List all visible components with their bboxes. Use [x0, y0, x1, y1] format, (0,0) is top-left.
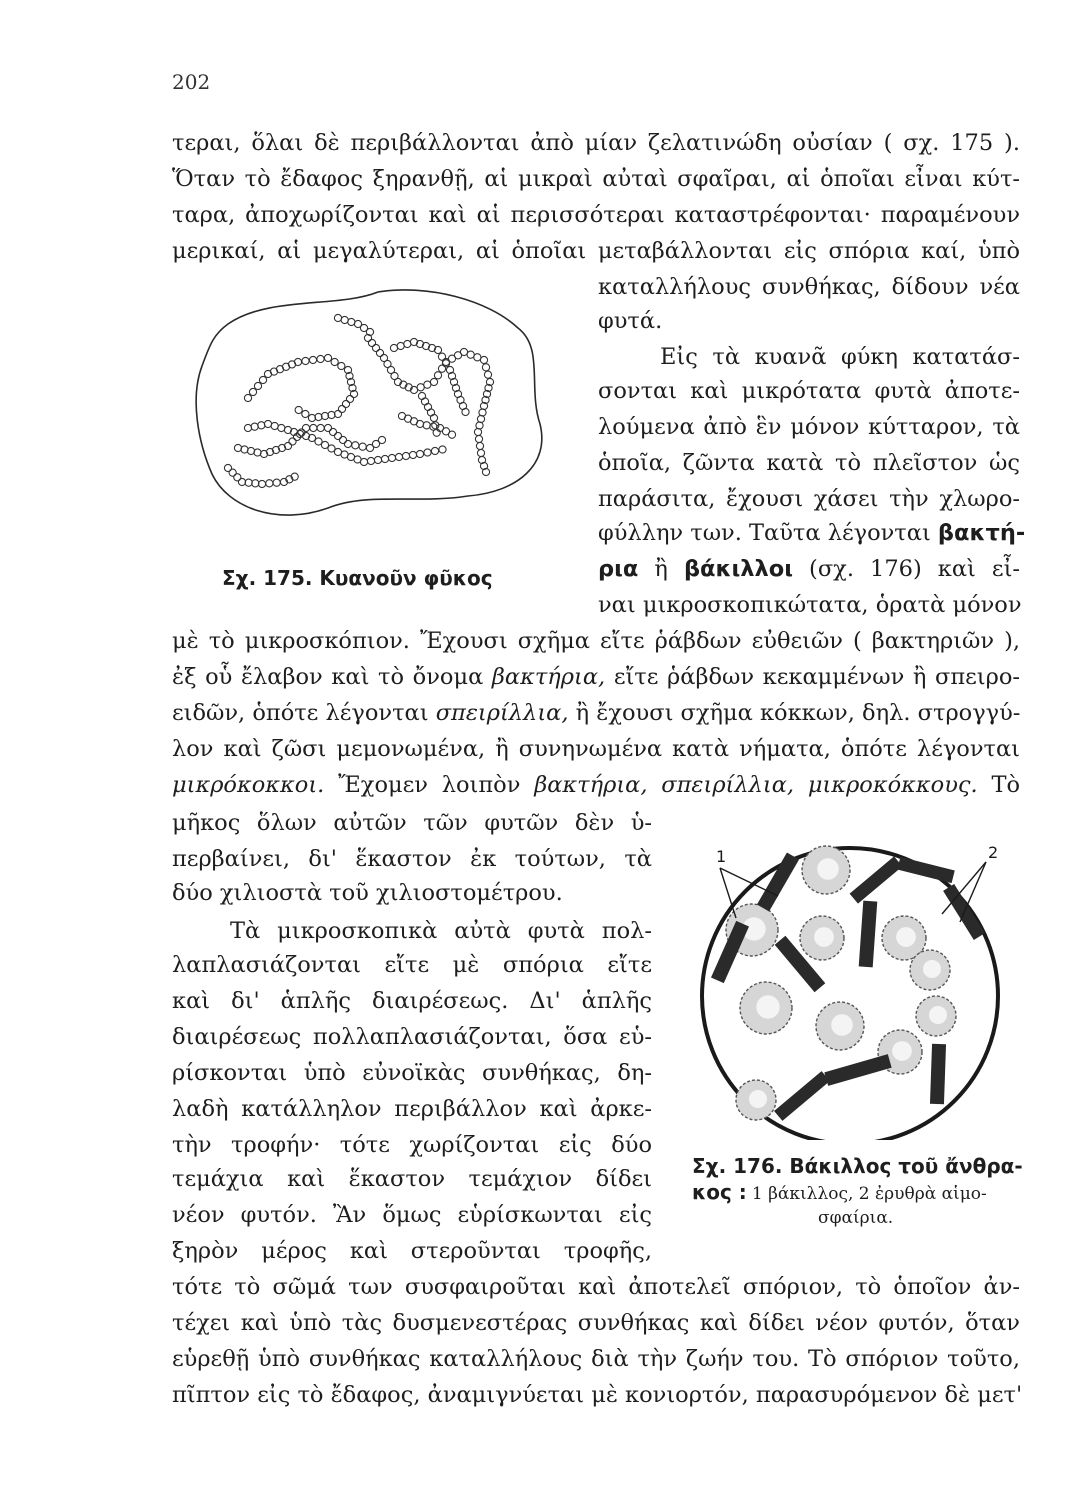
algae-cell — [317, 424, 324, 431]
blood-cell-center — [929, 1006, 947, 1024]
figure-176-caption-line3: σφαίρια. — [818, 1208, 894, 1228]
blood-cell-center — [749, 1090, 767, 1108]
text-line: περβαίνει, δι' ἕκαστον ἐκ τούτων, τὰ — [172, 846, 652, 872]
algae-cell — [423, 422, 430, 429]
text-line: νέον φυτόν. Ἂν ὅμως εὑρίσκωνται εἰς — [172, 1202, 652, 1228]
algae-cell — [424, 449, 431, 456]
algae-cell — [438, 353, 445, 360]
algae-cell — [273, 479, 280, 486]
text-line: φυτά. — [598, 308, 663, 334]
text-line: δύο χιλιοστὰ τοῦ χιλιοστομέτρου. — [172, 880, 563, 906]
algae-cell — [317, 355, 324, 362]
algae-cell — [430, 414, 437, 421]
algae-cell — [295, 406, 302, 413]
algae-cell — [258, 480, 265, 487]
algae-cell — [474, 428, 481, 435]
algae-cell — [271, 422, 278, 429]
blood-cell-center — [896, 927, 916, 947]
blood-cell-center — [923, 960, 941, 978]
figure-175-caption: Σχ. 175. Κυανοῦν φῦκος — [222, 566, 493, 590]
algae-cell — [302, 410, 309, 417]
algae-cell — [334, 314, 341, 321]
algae-cell — [324, 424, 331, 431]
text-line: λον καὶ ζῶσι μεμονωμένα, ἢ συνηνωμένα κατὰ νήματα, ὁπότε λέγονται — [172, 736, 1020, 762]
algae-cell — [251, 423, 258, 430]
algae-cell — [264, 420, 271, 427]
text-line: ξηρὸν μέρος καὶ στεροῦνται τροφῆς, — [172, 1238, 652, 1264]
bacillus-rod — [774, 1071, 830, 1121]
algae-cell — [244, 394, 251, 401]
text-line: ρια ἢ βάκιλλοι (σχ. 176) καὶ εἶ- — [598, 556, 1021, 582]
algae-cell — [421, 398, 428, 405]
algae-cell — [430, 378, 437, 385]
algae-cell — [367, 457, 374, 464]
algae-cell — [342, 400, 349, 407]
algae-cell — [390, 344, 397, 351]
text-line: τεμάχια καὶ ἕκαστον τεμάχιον δίδει — [172, 1166, 652, 1192]
algae-cell — [402, 452, 409, 459]
algae-cell — [374, 456, 381, 463]
algae-cell — [395, 453, 402, 460]
text-line: λαδὴ κατάλληλον περιβάλλον καὶ ἀρκε- — [172, 1096, 652, 1122]
algae-cell — [338, 362, 345, 369]
algae-cell — [427, 409, 434, 416]
bacillus-rod — [930, 1044, 946, 1104]
algae-cell — [409, 451, 416, 458]
algae-cell — [339, 436, 346, 443]
text-line: ὁποῖα, ζῶντα κατὰ τὸ πλεῖστον ὡς — [598, 450, 1020, 476]
algae-cell — [416, 420, 423, 427]
bacillus-rod — [897, 857, 954, 883]
algae-cell — [245, 479, 252, 486]
algae-cell — [484, 371, 491, 378]
algae-cell — [388, 454, 395, 461]
algae-cell — [258, 422, 265, 429]
text-line: ρίσκονται ὑπὸ εὐνοϊκὰς συνθήκας, δη- — [172, 1060, 652, 1086]
algae-cell — [431, 447, 438, 454]
text-line: πῖπτον εἰς τὸ ἔδαφος, ἀναμιγνύεται μὲ κονιορτόν, παρασυρόμενον δὲ μετ' — [172, 1382, 1023, 1408]
algae-cell — [368, 339, 375, 346]
page-number: 202 — [172, 70, 211, 94]
algae-cell — [234, 474, 241, 481]
algae-cell — [278, 424, 285, 431]
bacillus-rod — [824, 1054, 891, 1086]
algae-cell — [372, 344, 379, 351]
algae-cell — [346, 395, 353, 402]
text-line: ειδῶν, ὁπότε λέγονται σπειρίλλια, ἢ ἔχουσι σχῆμα κόκκων, δηλ. στρογγύ- — [172, 700, 1021, 726]
algae-cell — [477, 449, 484, 456]
algae-cell — [397, 342, 404, 349]
text-line: μὲ τὸ μικροσκόπιον. Ἔχουσι σχῆμα εἴτε ῥάβδων εὐθειῶν ( βακτηριῶν ), — [172, 628, 1020, 654]
text-line: Εἰς τὰ κυανᾶ φύκη κατατάσ- — [660, 344, 1020, 370]
blood-cell-center — [756, 995, 779, 1018]
algae-cell — [360, 458, 367, 465]
bacillus-rod — [859, 901, 878, 968]
algae-cell — [378, 436, 385, 443]
algae-cell — [229, 469, 236, 476]
algae-cell — [266, 480, 273, 487]
algae-cell — [344, 440, 351, 447]
figure-176-caption-title: Σχ. 176. Βάκιλλος τοῦ ἄνθρα- — [692, 1154, 1023, 1178]
algae-cell — [418, 392, 425, 399]
algae-cell — [334, 432, 341, 439]
algae-cell — [302, 424, 309, 431]
label-1: 1 — [716, 847, 727, 866]
figure-176-caption-line2: κος : 1 βάκιλλος, 2 ἐρυθρὰ αἱμο- — [692, 1180, 987, 1204]
bacillus-rod — [850, 856, 903, 903]
text-line: εὑρεθῇ ὑπὸ συνθήκας καταλλήλους διὰ τὴν ζωήν του. Τὸ σπόριον τοῦτο, — [172, 1346, 1020, 1372]
text-line: σονται καὶ μικρότατα φυτὰ ἀποτε- — [598, 378, 1020, 404]
algae-cell — [348, 318, 355, 325]
text-line: Τὰ μικροσκοπικὰ αὐτὰ φυτὰ πολ- — [230, 918, 652, 944]
algae-cell — [244, 424, 251, 431]
text-line: καταλλήλους συνθήκας, δίδουν νέα — [598, 274, 1020, 300]
algae-cell — [476, 442, 483, 449]
text-line: διαιρέσεως πολλαπλασιάζονται, ὅσα εὑ- — [172, 1024, 652, 1050]
text-line: μερικαί, αἱ μεγαλύτεραι, αἱ ὁποῖαι μεταβάλλονται εἰς σπόρια καί, ὑπὸ — [172, 238, 1020, 264]
algae-cell — [259, 376, 266, 383]
algae-cell — [338, 405, 345, 412]
algae-cell — [310, 424, 317, 431]
algae-cell — [302, 357, 309, 364]
text-line: Ὅταν τὸ ἔδαφος ξηρανθῇ, αἱ μικραὶ αὐταὶ σφαῖραι, αἱ ὁποῖαι εἶναι κύτ- — [172, 166, 1020, 192]
algae-cell — [475, 435, 482, 442]
bacillus-rod — [757, 853, 799, 912]
text-line: φύλλην των. Ταῦτα λέγονται βακτή- — [598, 520, 1026, 546]
algae-cell — [404, 340, 411, 347]
algae-cell — [416, 450, 423, 457]
text-line: λούμενα ἀπὸ ἓν μόνον κύτταρον, τὰ — [598, 414, 1020, 440]
algae-cell — [341, 316, 348, 323]
algae-cell — [448, 431, 455, 438]
algae-cell — [324, 354, 331, 361]
text-line: λαπλασιάζονται εἴτε μὲ σπόρια εἴτε — [172, 952, 652, 978]
algae-cell — [294, 358, 301, 365]
algae-cell — [376, 349, 383, 356]
algae-cell — [439, 446, 446, 453]
algae-cell — [359, 443, 366, 450]
algae-cell — [254, 382, 261, 389]
algae-cell — [434, 372, 441, 379]
algae-cell — [331, 358, 338, 365]
figure-176-anthrax-bacillus-illustration — [690, 830, 1010, 1140]
blood-cell-center — [814, 927, 834, 947]
blood-cell-center — [817, 858, 839, 880]
text-line: ἐξ οὗ ἔλαβον καὶ τὸ ὄνομα βακτήρια, εἴτε ῥάβδων κεκαμμένων ἢ σπειρο- — [172, 664, 1020, 690]
text-line: παράσιτα, ἔχουσι χάσει τὴν χλωρο- — [598, 486, 1020, 512]
algae-cell — [309, 356, 316, 363]
algae-cell — [329, 428, 336, 435]
algae-cell — [381, 455, 388, 462]
algae-cell — [238, 478, 245, 485]
algae-cell — [480, 356, 487, 363]
text-line: τέχει καὶ ὑπὸ τὰς δυσμενεστέρας συνθήκας καὶ δίδει νέον φυτόν, ὅταν — [172, 1310, 1020, 1336]
algae-cell — [249, 388, 256, 395]
algae-cell — [424, 403, 431, 410]
text-line: ναι μικροσκοπικώτατα, ὁρατὰ μόνον — [598, 592, 1022, 618]
text-line: τεραι, ὅλαι δὲ περιβάλλονται ἀπὸ μίαν ζελατινώδη οὐσίαν ( σχ. 175 ). — [172, 130, 1020, 156]
algae-cell — [224, 464, 231, 471]
algae-cell — [289, 438, 296, 445]
text-line: τὴν τροφήν· τότε χωρίζονται εἰς δύο — [172, 1132, 652, 1158]
algae-cell — [252, 480, 259, 487]
text-line: μικρόκοκκοι. Ἔχομεν λοιπὸν βακτήρια, σπειρίλλια, μικροκόκκους. Τὸ — [172, 772, 1021, 798]
text-line: ταρα, ἀποχωρίζονται καὶ αἱ περισσότεραι καταστρέφονται· παραμένουν — [172, 202, 1020, 228]
label-2: 2 — [988, 843, 999, 862]
algae-cell — [352, 442, 359, 449]
algae-cell — [462, 408, 469, 415]
text-line: μῆκος ὅλων αὐτῶν τῶν φυτῶν δὲν ὑ- — [172, 810, 652, 836]
text-line: τότε τὸ σῶμά των συσφαιροῦται καὶ ἀποτελεῖ σπόριον, τὸ ὁποῖον ἀν- — [172, 1274, 1020, 1300]
algae-cell — [482, 364, 489, 371]
figure-175-algae-illustration — [188, 278, 568, 538]
blood-cell-center — [831, 1014, 853, 1036]
text-line: καὶ δι' ἁπλῆς διαιρέσεως. Δι' ἁπλῆς — [172, 988, 652, 1014]
blood-cell-center — [892, 1041, 912, 1061]
